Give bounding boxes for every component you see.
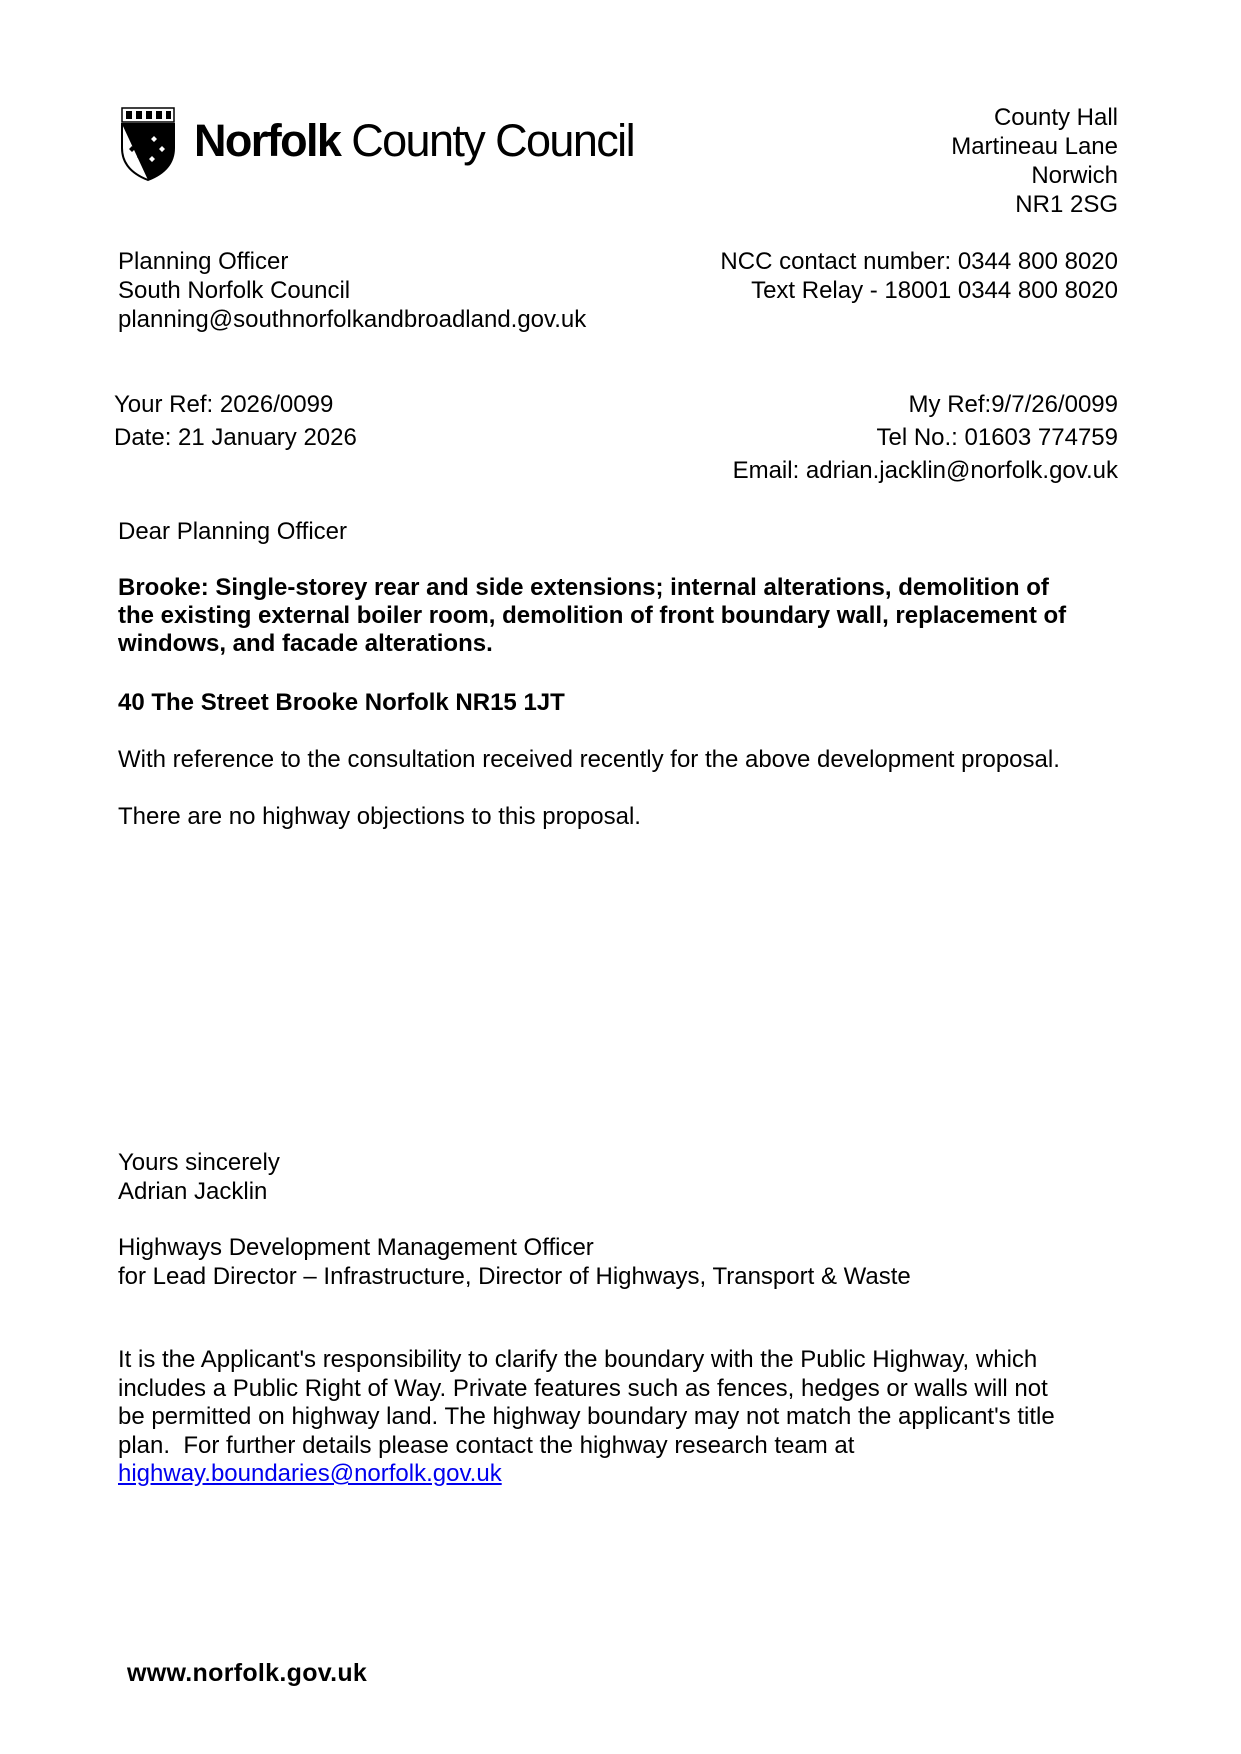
body-paragraph: With reference to the consultation received recently for the above development proposal. [118,746,1060,773]
logo-text-regular: County Council [351,115,634,166]
note-line: plan. For further details please contact the highway research team at [118,1431,855,1459]
address-line: NR1 2SG [1015,191,1118,218]
your-ref: Your Ref: 2026/0099 [114,391,334,418]
recipient-organisation: South Norfolk Council [118,277,351,304]
norfolk-county-council-logo [120,104,634,184]
highway-boundary-note [118,1346,1055,1489]
council-crest-icon [120,106,176,182]
closing-block [118,1148,280,1206]
address-line: County Hall [993,104,1118,131]
signatory-title-block [118,1233,911,1291]
subject-line: windows, and facade alterations. [118,630,493,657]
contact-number: NCC contact number: 0344 800 8020 [720,248,1118,275]
highway-boundaries-email-link[interactable]: highway.boundaries@norfolk.gov.uk [118,1460,502,1487]
body-paragraph: There are no highway objections to this proposal. [118,803,641,830]
closing: Yours sincerely [118,1149,280,1176]
note-line: be permitted on highway land. The highway boundary may not match the applicant's title [118,1403,1055,1430]
text-relay: Text Relay - 18001 0344 800 8020 [751,277,1118,304]
my-ref: My Ref:9/7/26/0099 [908,391,1118,418]
council-address [951,103,1118,219]
recipient-email: planning@southnorfolkandbroadland.gov.uk [118,306,587,333]
note-line: includes a Public Right of Way. Private features such as fences, hedges or walls will not [118,1374,1048,1402]
recipient-name: Planning Officer [118,248,289,275]
recipient-block [118,247,586,334]
logo-text-bold: Norfolk [194,115,341,166]
reference-block-right [733,388,1118,487]
subject-heading [118,574,1066,658]
note-line: It is the Applicant's responsibility to clarify the boundary with the Public Highway, which [118,1346,1038,1373]
subject-line: Brooke: Single-storey rear and side extensions; internal alterations, demolition of [118,574,1049,601]
salutation: Dear Planning Officer [118,518,348,545]
officer-email: Email: adrian.jacklin@norfolk.gov.uk [732,457,1118,484]
tel-number: Tel No.: 01603 774759 [876,424,1118,451]
letter-date: Date: 21 January 2026 [114,424,357,451]
address-line: Norwich [1031,162,1118,189]
logo-wordmark [194,116,634,166]
footer-website: www.norfolk.gov.uk [127,1659,368,1687]
reference-block-left [114,388,357,454]
site-address: 40 The Street Brooke Norfolk NR15 1JT [118,689,565,716]
job-title: Highways Development Management Officer [118,1234,594,1261]
on-behalf-of: for Lead Director – Infrastructure, Director of Highways, Transport & Waste [118,1263,911,1290]
subject-line: the existing external boiler room, demolition of front boundary wall, replacement of [118,602,1067,629]
signatory-name: Adrian Jacklin [118,1178,268,1205]
address-line: Martineau Lane [951,133,1118,160]
contact-numbers [720,247,1118,305]
